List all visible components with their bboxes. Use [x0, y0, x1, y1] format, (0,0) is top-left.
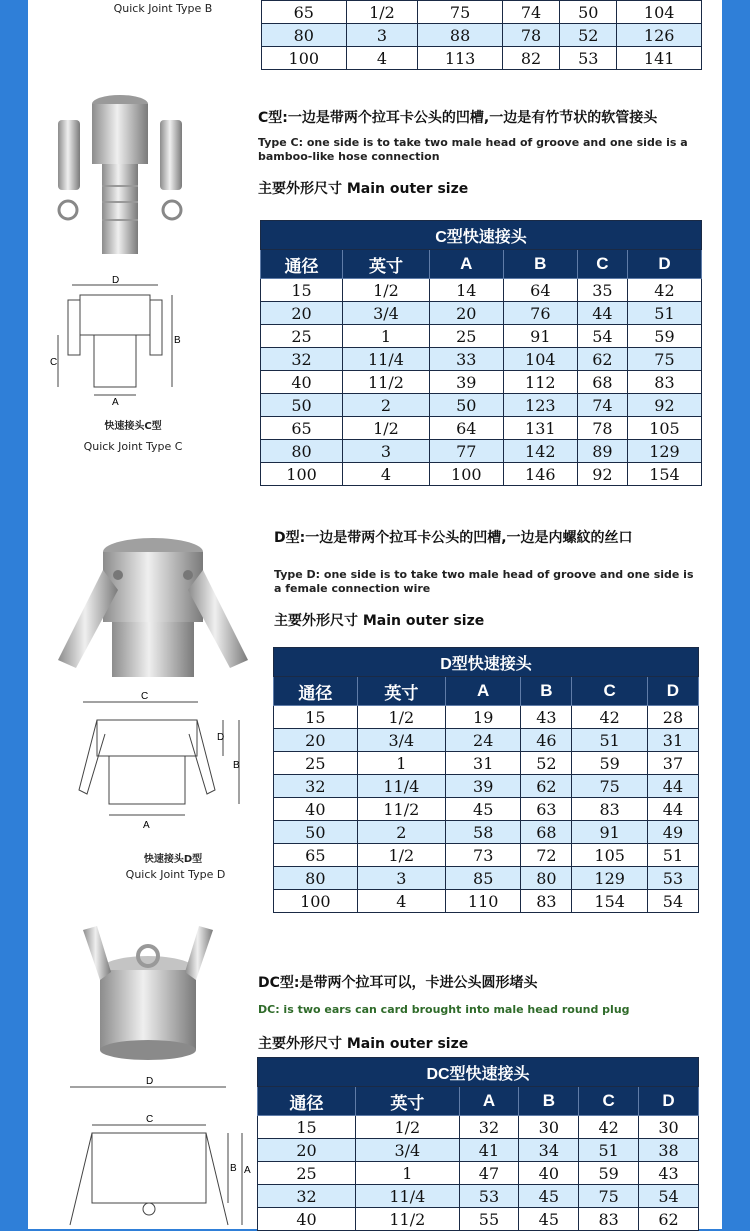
type-dc-size-table: [257, 1057, 699, 1231]
table-cell: 50: [560, 1, 617, 24]
table-row: [262, 24, 702, 47]
table-cell: 105: [572, 844, 647, 867]
type-d-title-en: Type D: one side is to take two male head of groove and one side is a female connection wire: [274, 568, 694, 595]
table-cell: 65: [262, 1, 347, 24]
column-header: 英寸: [357, 677, 445, 706]
table-row: [261, 279, 702, 302]
type-d-caption-en: Quick Joint Type D: [125, 868, 226, 881]
table-cell: 41: [459, 1139, 519, 1162]
type-b-section: [28, 0, 722, 80]
table-row: [274, 752, 699, 775]
table-cell: 154: [572, 890, 647, 913]
table-cell: 131: [503, 417, 577, 440]
table-cell: 40: [261, 371, 343, 394]
table-row: [274, 867, 699, 890]
table-cell: 100: [262, 47, 347, 70]
table-cell: 11/4: [357, 775, 445, 798]
table-row: [274, 775, 699, 798]
table-cell: 129: [627, 440, 701, 463]
column-header: D: [647, 677, 698, 706]
table-cell: 45: [519, 1208, 579, 1231]
table-row: [258, 1139, 699, 1162]
table-cell: 59: [572, 752, 647, 775]
table-cell: 50: [429, 394, 503, 417]
type-c-caption-en: Quick Joint Type C: [83, 440, 183, 453]
table-cell: 154: [627, 463, 701, 486]
table-cell: 25: [429, 325, 503, 348]
table-cell: 83: [579, 1208, 639, 1231]
type-dc-subhead: 主要外形尺寸 Main outer size: [258, 1036, 469, 1052]
product-spec-page: [28, 0, 722, 1229]
type-d-dimension-drawing: [73, 690, 253, 840]
table-cell: 44: [647, 798, 698, 821]
table-cell: 141: [617, 47, 702, 70]
table-cell: 54: [577, 325, 627, 348]
table-cell: 37: [647, 752, 698, 775]
table-cell: 1: [356, 1162, 460, 1185]
table-row: [258, 1208, 699, 1231]
table-cell: 91: [503, 325, 577, 348]
table-row: [274, 890, 699, 913]
table-cell: 104: [503, 348, 577, 371]
table-cell: 65: [274, 844, 358, 867]
dim-d-label: D: [146, 1076, 154, 1087]
table-cell: 65: [261, 417, 343, 440]
table-cell: 4: [346, 47, 418, 70]
table-cell: 34: [519, 1139, 579, 1162]
dim-a-label: A: [112, 397, 119, 408]
table-cell: 78: [577, 417, 627, 440]
table-cell: 73: [445, 844, 520, 867]
table-row: [258, 1185, 699, 1208]
column-header: A: [459, 1087, 519, 1116]
table-cell: 63: [521, 798, 572, 821]
table-row: [261, 302, 702, 325]
table-cell: 40: [519, 1162, 579, 1185]
table-cell: 64: [503, 279, 577, 302]
table-cell: 123: [503, 394, 577, 417]
type-dc-section: [28, 915, 722, 1229]
dim-c-label: C: [141, 691, 149, 702]
table-cell: 75: [579, 1185, 639, 1208]
table-cell: 80: [521, 867, 572, 890]
column-header: C: [577, 250, 627, 279]
type-c-subhead: 主要外形尺寸 Main outer size: [258, 181, 469, 197]
type-dc-table-title: DC型快速接头: [258, 1058, 699, 1087]
table-cell: 3: [343, 440, 430, 463]
table-cell: 46: [521, 729, 572, 752]
table-cell: 44: [577, 302, 627, 325]
table-cell: 45: [519, 1185, 579, 1208]
table-cell: 83: [521, 890, 572, 913]
table-cell: 91: [572, 821, 647, 844]
table-cell: 85: [445, 867, 520, 890]
table-row: [258, 1116, 699, 1139]
type-d-subhead: 主要外形尺寸 Main outer size: [274, 613, 485, 629]
type-c-size-table: [260, 220, 702, 486]
dim-b-label: B: [233, 760, 240, 771]
table-cell: 3/4: [357, 729, 445, 752]
type-c-caption-cn: 快速接头C型: [104, 421, 162, 432]
type-c-title-cn: C型:一边是带两个拉耳卡公头的凹槽,一边是有竹节状的软管接头: [258, 110, 658, 126]
table-cell: 105: [627, 417, 701, 440]
table-cell: 82: [502, 47, 559, 70]
table-cell: 4: [357, 890, 445, 913]
table-cell: 3/4: [356, 1139, 460, 1162]
type-dc-title-en: DC: is two ears can card brought into male head round plug: [258, 1003, 630, 1016]
table-cell: 100: [429, 463, 503, 486]
table-cell: 1/2: [343, 279, 430, 302]
type-d-section: [28, 515, 722, 915]
type-c-section: [28, 90, 722, 500]
type-c-table-title: C型快速接头: [261, 221, 702, 250]
table-cell: 113: [418, 47, 503, 70]
table-cell: 51: [627, 302, 701, 325]
table-row: [261, 440, 702, 463]
table-cell: 24: [445, 729, 520, 752]
table-cell: 1: [357, 752, 445, 775]
column-header: A: [445, 677, 520, 706]
table-cell: 20: [261, 302, 343, 325]
dim-b-label: B: [230, 1163, 237, 1174]
dim-a-label: A: [244, 1165, 251, 1176]
table-cell: 51: [647, 844, 698, 867]
table-cell: 112: [503, 371, 577, 394]
table-cell: 75: [418, 1, 503, 24]
table-cell: 42: [627, 279, 701, 302]
table-cell: 40: [274, 798, 358, 821]
type-d-product-photo: [48, 530, 258, 690]
table-cell: 77: [429, 440, 503, 463]
table-cell: 100: [261, 463, 343, 486]
table-cell: 11/2: [356, 1208, 460, 1231]
table-cell: 44: [647, 775, 698, 798]
table-cell: 32: [459, 1116, 519, 1139]
table-cell: 30: [519, 1116, 579, 1139]
table-cell: 11/4: [343, 348, 430, 371]
table-cell: 35: [577, 279, 627, 302]
table-cell: 43: [521, 706, 572, 729]
type-dc-product-photo: [63, 920, 233, 1065]
type-b-size-table: [261, 0, 702, 70]
column-header: B: [521, 677, 572, 706]
dim-c-label: C: [50, 357, 58, 368]
table-row: [261, 394, 702, 417]
table-cell: 25: [274, 752, 358, 775]
type-c-product-photo: [48, 90, 188, 260]
column-header: 通径: [261, 250, 343, 279]
table-row: [261, 371, 702, 394]
column-header: A: [429, 250, 503, 279]
table-cell: 42: [579, 1116, 639, 1139]
table-cell: 11/2: [357, 798, 445, 821]
table-cell: 47: [459, 1162, 519, 1185]
table-cell: 50: [261, 394, 343, 417]
table-cell: 1: [343, 325, 430, 348]
table-cell: 20: [274, 729, 358, 752]
table-row: [274, 706, 699, 729]
table-cell: 33: [429, 348, 503, 371]
table-cell: 51: [572, 729, 647, 752]
table-cell: 32: [258, 1185, 356, 1208]
table-cell: 110: [445, 890, 520, 913]
table-cell: 40: [258, 1208, 356, 1231]
table-row: [262, 47, 702, 70]
table-cell: 75: [572, 775, 647, 798]
table-cell: 1/2: [343, 417, 430, 440]
table-row: [258, 1162, 699, 1185]
table-cell: 68: [577, 371, 627, 394]
type-dc-dimension-drawing: [56, 1075, 251, 1229]
table-cell: 53: [560, 47, 617, 70]
table-cell: 92: [627, 394, 701, 417]
table-row: [274, 729, 699, 752]
dim-c-label: C: [146, 1114, 154, 1125]
table-cell: 31: [445, 752, 520, 775]
table-cell: 38: [639, 1139, 699, 1162]
table-cell: 62: [521, 775, 572, 798]
column-header: C: [572, 677, 647, 706]
table-cell: 49: [647, 821, 698, 844]
table-cell: 11/2: [343, 371, 430, 394]
table-cell: 15: [258, 1116, 356, 1139]
type-d-title-cn: D型:一边是带两个拉耳卡公头的凹槽,一边是内螺紋的丝口: [274, 530, 633, 546]
type-b-caption-en: Quick Joint Type B: [113, 2, 213, 15]
table-cell: 68: [521, 821, 572, 844]
column-header: B: [519, 1087, 579, 1116]
dim-d-label: D: [112, 275, 120, 286]
table-cell: 50: [274, 821, 358, 844]
table-row: [274, 798, 699, 821]
table-cell: 88: [418, 24, 503, 47]
table-cell: 3: [357, 867, 445, 890]
table-cell: 62: [577, 348, 627, 371]
table-cell: 3: [346, 24, 418, 47]
type-d-size-table: [273, 647, 699, 913]
table-cell: 1/2: [356, 1116, 460, 1139]
table-cell: 31: [647, 729, 698, 752]
table-cell: 14: [429, 279, 503, 302]
table-cell: 43: [639, 1162, 699, 1185]
table-cell: 53: [647, 867, 698, 890]
table-cell: 78: [502, 24, 559, 47]
table-cell: 39: [445, 775, 520, 798]
table-row: [261, 348, 702, 371]
table-cell: 25: [261, 325, 343, 348]
table-cell: 83: [627, 371, 701, 394]
type-c-title-en: Type C: one side is to take two male head of groove and one side is a bamboo-like hose connection: [258, 136, 688, 163]
table-cell: 142: [503, 440, 577, 463]
table-cell: 53: [459, 1185, 519, 1208]
table-cell: 146: [503, 463, 577, 486]
table-cell: 129: [572, 867, 647, 890]
table-cell: 45: [445, 798, 520, 821]
dim-d-label: D: [217, 732, 225, 743]
type-d-table-title: D型快速接头: [274, 648, 699, 677]
table-cell: 64: [429, 417, 503, 440]
table-cell: 92: [577, 463, 627, 486]
table-cell: 52: [521, 752, 572, 775]
table-cell: 59: [579, 1162, 639, 1185]
type-c-dimension-drawing: [50, 275, 181, 408]
table-cell: 1/2: [357, 844, 445, 867]
table-cell: 74: [577, 394, 627, 417]
column-header: 英寸: [343, 250, 430, 279]
column-header: B: [503, 250, 577, 279]
dim-a-label: A: [143, 820, 150, 831]
table-cell: 30: [639, 1116, 699, 1139]
type-dc-title-cn: DC型:是带两个拉耳可以，卡进公头圆形堵头: [258, 975, 538, 991]
table-row: [274, 821, 699, 844]
table-row: [261, 325, 702, 348]
table-cell: 20: [429, 302, 503, 325]
column-header: D: [639, 1087, 699, 1116]
table-cell: 72: [521, 844, 572, 867]
table-cell: 76: [503, 302, 577, 325]
table-cell: 54: [647, 890, 698, 913]
column-header: 通径: [258, 1087, 356, 1116]
table-cell: 3/4: [343, 302, 430, 325]
table-cell: 83: [572, 798, 647, 821]
table-cell: 80: [261, 440, 343, 463]
table-row: [261, 417, 702, 440]
table-cell: 52: [560, 24, 617, 47]
table-cell: 28: [647, 706, 698, 729]
table-cell: 1/2: [357, 706, 445, 729]
table-cell: 80: [274, 867, 358, 890]
table-cell: 126: [617, 24, 702, 47]
table-row: [274, 844, 699, 867]
table-cell: 4: [343, 463, 430, 486]
table-cell: 25: [258, 1162, 356, 1185]
table-cell: 32: [261, 348, 343, 371]
table-cell: 89: [577, 440, 627, 463]
table-cell: 58: [445, 821, 520, 844]
column-header: 通径: [274, 677, 358, 706]
table-cell: 11/4: [356, 1185, 460, 1208]
table-cell: 80: [262, 24, 347, 47]
table-row: [262, 1, 702, 24]
table-cell: 39: [429, 371, 503, 394]
table-cell: 2: [357, 821, 445, 844]
table-cell: 55: [459, 1208, 519, 1231]
table-cell: 20: [258, 1139, 356, 1162]
table-cell: 59: [627, 325, 701, 348]
table-cell: 15: [274, 706, 358, 729]
table-cell: 42: [572, 706, 647, 729]
table-row: [261, 463, 702, 486]
table-cell: 1/2: [346, 1, 418, 24]
table-cell: 15: [261, 279, 343, 302]
table-cell: 2: [343, 394, 430, 417]
table-cell: 19: [445, 706, 520, 729]
table-cell: 100: [274, 890, 358, 913]
column-header: C: [579, 1087, 639, 1116]
table-cell: 74: [502, 1, 559, 24]
column-header: 英寸: [356, 1087, 460, 1116]
table-cell: 104: [617, 1, 702, 24]
dim-b-label: B: [174, 335, 181, 346]
column-header: D: [627, 250, 701, 279]
table-cell: 51: [579, 1139, 639, 1162]
type-d-caption-cn: 快速接头D型: [143, 854, 203, 865]
table-cell: 75: [627, 348, 701, 371]
table-cell: 32: [274, 775, 358, 798]
table-cell: 62: [639, 1208, 699, 1231]
table-cell: 54: [639, 1185, 699, 1208]
